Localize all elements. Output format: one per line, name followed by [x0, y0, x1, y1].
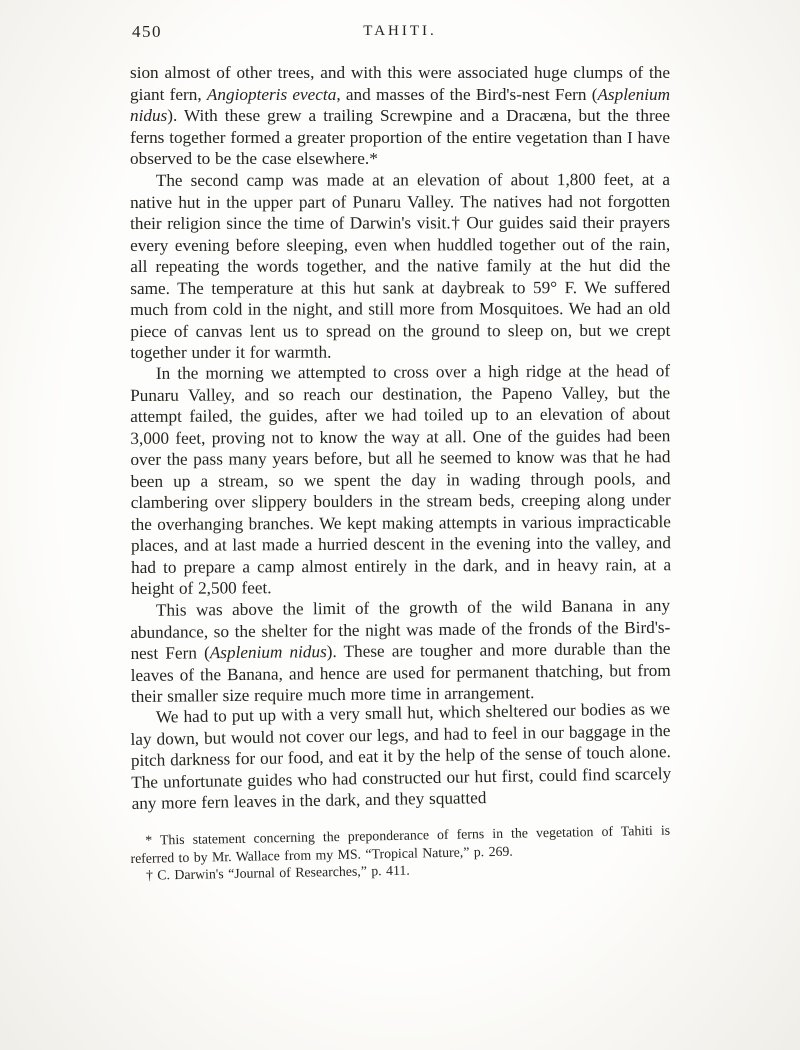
paragraph — [130, 594, 671, 707]
italic-text: Asplenium nidus — [130, 84, 670, 125]
text-segment: ). With these grew a trailing Screwpine and a Dracæna, but the three ferns together formed a greater proportion of the entire vegetation than I have observed to be the case elsewhere.* — [130, 106, 670, 168]
text-segment: * This statement concerning the preponderance of ferns in the vegetation of Tahiti is referred to by Mr. Wallace from my MS. “Tropical Nature,” p. 269. — [130, 822, 671, 865]
paragraph — [130, 698, 672, 814]
paragraph — [130, 62, 670, 170]
paragraph — [130, 360, 671, 599]
page-number: 450 — [132, 22, 162, 41]
italic-text: Angiopteris evecta — [206, 84, 337, 104]
text-segment: This was above the limit of the growth of the wild Banana in any abundance, so the shelter for the night was made of the fronds of the Bird's-nest Fern ( — [130, 595, 671, 663]
body-text — [130, 62, 670, 815]
text-segment: sion almost of other trees, and with this were associated huge clumps of the giant fern, — [130, 63, 670, 104]
text-segment: ). These are tougher and more durable than the leaves of the Banana, and hence are used for permanent thatching, but from their smaller size require much more time in arrangement. — [130, 638, 671, 706]
page-header — [130, 20, 670, 44]
text-segment: We had to put up with a very small hut, which sheltered our bodies as we lay down, but would not cover our legs, and had to feel in our baggage in the pitch darkness for our food, and eat it by the help of the sense of touch alone. The unfortunate guides who had constructed our hut first, could find scarcely any more fern leaves in the dark, and they squatted — [130, 699, 672, 813]
text-segment: † C. Darwin's “Journal of Researches,” p. 411. — [145, 862, 410, 883]
italic-text: Asplenium nidus — [209, 641, 327, 662]
footnotes — [130, 821, 671, 884]
running-title: TAHITI. — [363, 23, 437, 39]
text-segment: In the morning we attempted to cross over a high ridge at the head of Punaru Valley, and so reach our destination, the Papeno Valley, but the attempt failed, the guides, after we had toiled up to an elevation of about 3,000 feet, proving not to know the way at all. One of the guides had been over the pass many years before, but all he seemed to know was that he had been up a stream, so we spent the day in wading through pools, and clambering over slippery boulders in the stream beds, creeping along under the overhanging branches. We kept making attempts in various impracticable places, and at last made a hurried descent in the evening into the valley, and had to prepare a camp almost entirely in the dark, and in heavy rain, at a height of 2,500 feet. — [130, 361, 672, 598]
text-segment: , and masses of the Bird's-nest Fern ( — [336, 84, 598, 104]
text-segment: The second camp was made at an elevation of about 1,800 feet, at a native hut in the upper part of Punaru Valley. The natives had not forgotten their religion since the time of Darwin's visit.† Our guides said their prayers every evening before sleeping, even when huddled together out of the rain, all repeating the words together, and the native family at the hut did the same. The temperature at this hut sank at daybreak to 59° F. We suffered much from cold in the night, and still more from Mosquitoes. We had an old piece of canvas lent us to spread on the ground to sleep on, but we crept together under it for warmth. — [130, 169, 671, 362]
paragraph — [130, 168, 670, 363]
